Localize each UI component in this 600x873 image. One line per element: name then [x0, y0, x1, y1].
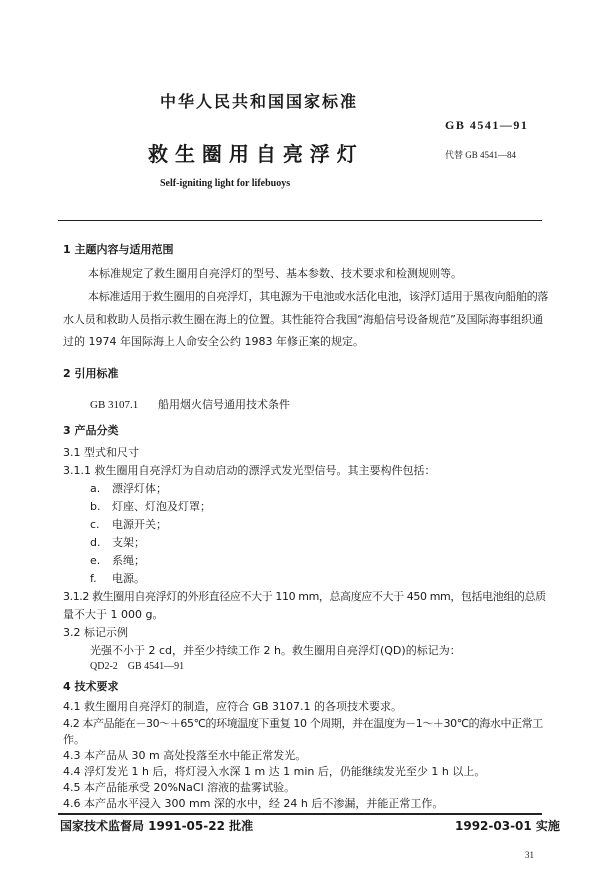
paragraph-line: 本标准适用于救生圈用的自亮浮灯，其电源为干电池或水活化电池，该浮灯适用于黑夜向船舶的落 — [88, 290, 549, 303]
list-item: 漂浮灯体； — [112, 482, 167, 495]
clause-4-5: 4.5 本产品能承受 20%NaCl 溶液的盐雾试验。 — [63, 781, 296, 794]
section-4-heading: 4 技术要求 — [63, 680, 119, 693]
list-item-label: f. — [90, 572, 97, 585]
section-1-heading: 1 主题内容与适用范围 — [63, 243, 174, 256]
replaces-standard: 代替 GB 4541—84 — [445, 150, 517, 160]
list-item-label: a. — [90, 482, 101, 495]
reference-code: GB 3107.1 — [90, 399, 139, 411]
paragraph-line: 本标准规定了救生圈用自亮浮灯的型号、基本参数、技术要求和检测规则等。 — [88, 267, 462, 280]
document-title: 救 生 圈 用 自 亮 浮 灯 — [148, 142, 357, 166]
marking-description: 光强不小于 2 cd，并至少持续工作 2 h。救生圈用自亮浮灯(QD)的标记为： — [90, 644, 461, 657]
reference-title: 船用烟火信号通用技术条件 — [158, 398, 290, 411]
list-item-label: e. — [90, 554, 101, 567]
standard-number: GB 4541—91 — [445, 118, 529, 132]
list-item-label: c. — [90, 518, 100, 531]
clause-3-1-2: 3.1.2 救生圈用自亮浮灯的外形直径应不大于 110 mm，总高度应不大于 450 mm，包括电池组的总质 — [63, 590, 546, 603]
clause-3-2: 3.2 标记示例 — [63, 626, 128, 639]
english-title: Self-igniting light for lifebuoys — [160, 178, 291, 189]
footer-divider — [58, 813, 542, 815]
clause-3-1: 3.1 型式和尺寸 — [63, 446, 139, 459]
approval-date: 国家技术监督局 1991-05-22 批准 — [60, 819, 254, 833]
section-3-heading: 3 产品分类 — [63, 424, 119, 437]
clause-4-4: 4.4 浮灯发光 1 h 后，将灯浸入水深 1 m 达 1 min 后，仍能继续发光至少 1 h 以上。 — [63, 765, 486, 778]
clause-4-2-cont: 作。 — [63, 733, 85, 746]
list-item: 支架； — [112, 536, 145, 549]
national-standard-label: 中华人民共和国国家标准 — [160, 92, 359, 111]
marking-example: QD2-2 GB 4541—91 — [90, 661, 185, 672]
list-item: 电源开关； — [112, 518, 167, 531]
list-item: 系绳； — [112, 554, 145, 567]
header-divider — [58, 220, 542, 221]
list-item-label: b. — [90, 500, 101, 513]
clause-4-1: 4.1 救生圈用自亮浮灯的制造，应符合 GB 3107.1 的各项技术要求。 — [63, 700, 403, 713]
effective-date: 1992-03-01 实施 — [455, 819, 560, 833]
list-item: 电源。 — [112, 572, 145, 585]
clause-4-6: 4.6 本产品水平浸入 300 mm 深的水中，经 24 h 后不渗漏，并能正常工作。 — [63, 797, 444, 810]
paragraph-line: 水人员和救助人员指示救生圈在海上的位置。其性能符合我国“海船信号设备规范”及国际海事组织通 — [63, 313, 543, 326]
clause-4-3: 4.3 本产品从 30 m 高处投落至水中能正常发光。 — [63, 749, 307, 762]
section-2-heading: 2 引用标准 — [63, 367, 119, 380]
clause-3-1-1: 3.1.1 救生圈用自亮浮灯为自动启动的漂浮式发光型信号。其主要构件包括： — [63, 464, 436, 477]
clause-4-2: 4.2 本产品能在－30～＋65℃的环境温度下重复 10 个周期，并在温度为－1～＋30℃的海水中正常工 — [63, 717, 543, 730]
clause-3-1-2-cont: 量不大于 1 000 g。 — [63, 608, 164, 621]
list-item-label: d. — [90, 536, 101, 549]
list-item: 灯座、灯泡及灯罩； — [112, 500, 211, 513]
paragraph-line: 过的 1974 年国际海上人命安全公约 1983 年修正案的规定。 — [63, 335, 364, 348]
page-number: 31 — [525, 850, 534, 860]
